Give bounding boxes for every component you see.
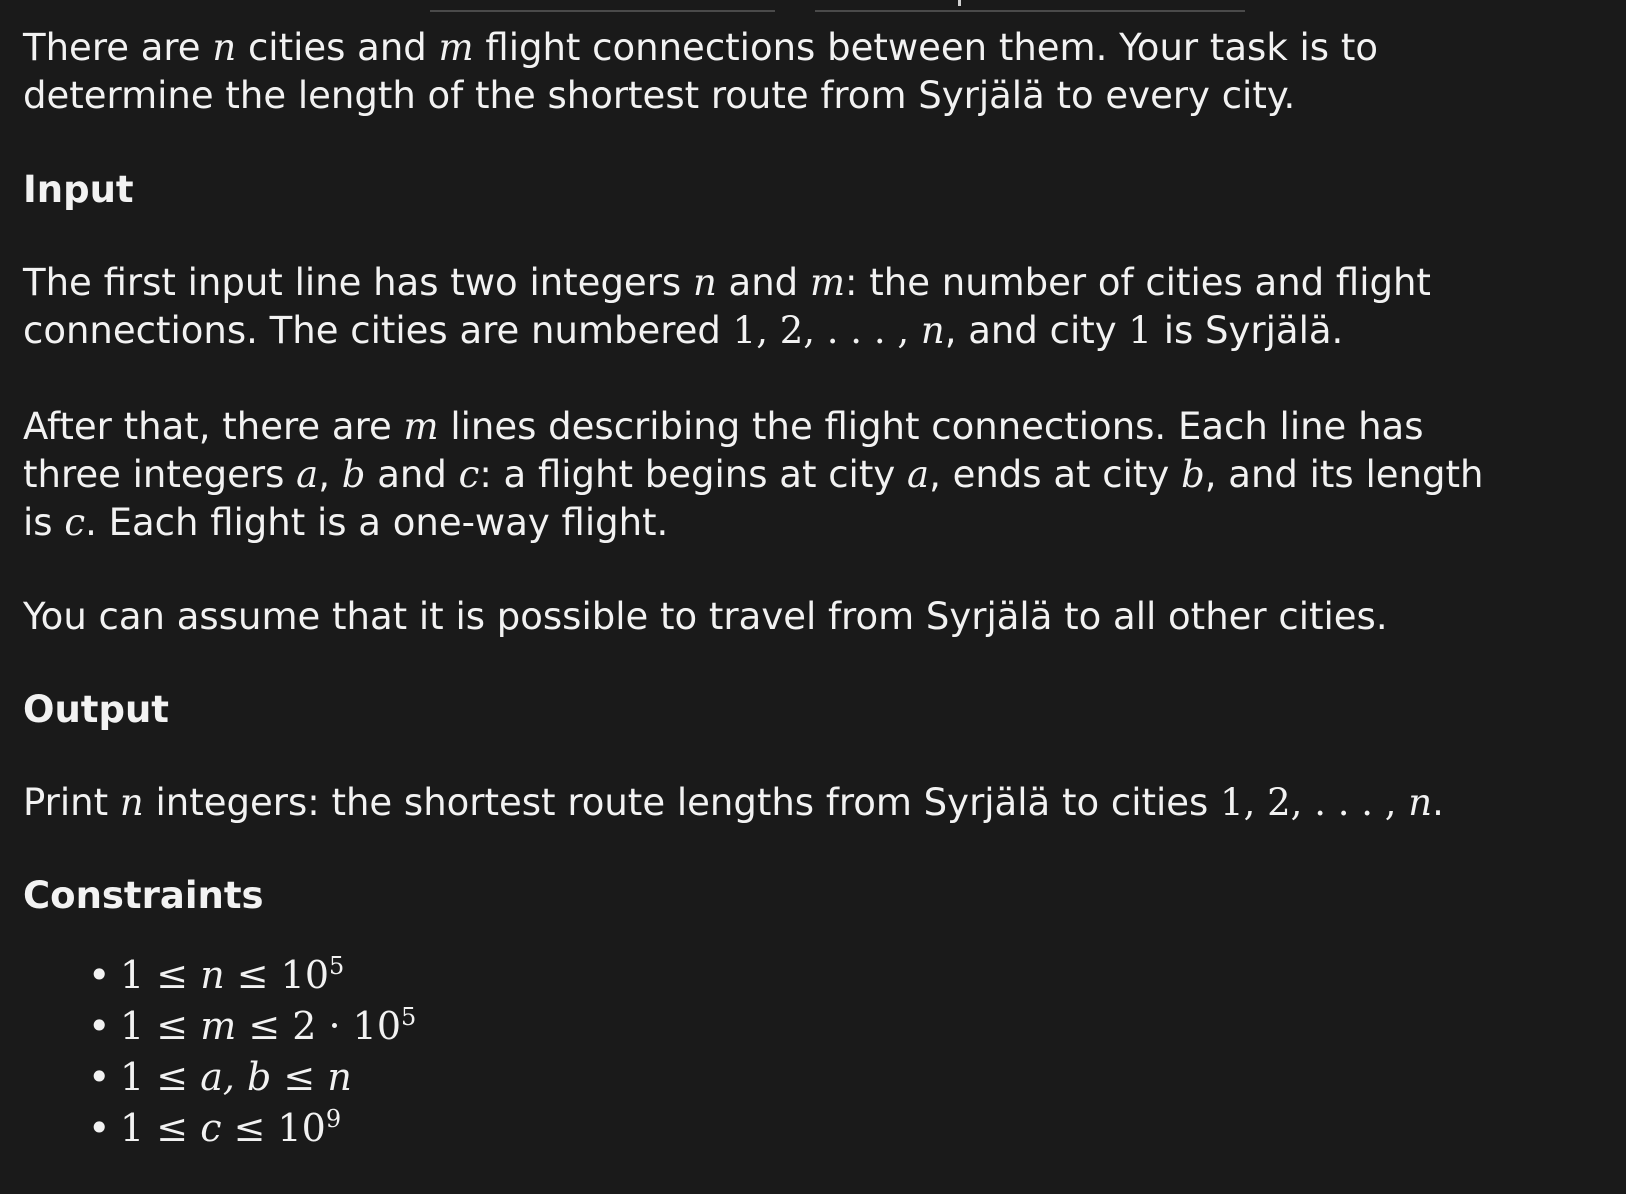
bullet-icon: • bbox=[88, 1106, 111, 1150]
text: integers: the shortest route lengths from Syrjälä to cities bbox=[143, 781, 1221, 824]
text: . bbox=[1432, 781, 1444, 824]
text: : a flight begins at city bbox=[479, 453, 907, 496]
constraint-item bbox=[88, 1103, 1623, 1154]
math-c: c bbox=[64, 501, 86, 544]
constraint-item bbox=[88, 1052, 1623, 1103]
constraint-rhs: ≤ 10 bbox=[221, 1106, 326, 1150]
text: , ends at city bbox=[929, 453, 1182, 496]
math-n: n bbox=[119, 781, 144, 824]
math-n: n bbox=[212, 26, 237, 69]
input-p2-line-2 bbox=[23, 451, 1623, 499]
math-sequence: 1, 2, . . . , bbox=[1220, 781, 1409, 824]
input-p1-line-1 bbox=[23, 259, 1623, 307]
constraint-rhs-var: n bbox=[327, 1055, 352, 1099]
text: , bbox=[318, 453, 342, 496]
math-n: n bbox=[1408, 781, 1433, 824]
text: . Each flight is a one-way flight. bbox=[85, 501, 669, 544]
top-divider-left bbox=[430, 10, 775, 12]
constraint-rhs: ≤ 2 · 10 bbox=[236, 1004, 401, 1048]
top-divider-right bbox=[815, 10, 1245, 12]
bullet-icon: • bbox=[88, 953, 111, 997]
math-a: a bbox=[907, 453, 930, 496]
text: is bbox=[23, 501, 65, 544]
input-paragraph-2 bbox=[23, 403, 1623, 547]
text: and bbox=[365, 453, 459, 496]
input-p3-line: You can assume that it is possible to travel from Syrjälä to all other cities. bbox=[23, 595, 1388, 638]
text: cities and bbox=[236, 26, 439, 69]
constraint-var: a, b bbox=[200, 1055, 272, 1099]
text: flight connections between them. Your task is to bbox=[473, 26, 1378, 69]
text: , and city bbox=[944, 309, 1129, 352]
input-p2-line-3 bbox=[23, 499, 1623, 547]
constraints-heading: Constraints bbox=[23, 874, 264, 917]
text: After that, there are bbox=[23, 405, 404, 448]
math-m: m bbox=[809, 261, 846, 304]
output-paragraph bbox=[23, 779, 1623, 827]
constraint-item bbox=[88, 950, 1623, 1001]
text: lines describing the flight connections. Each line has bbox=[438, 405, 1424, 448]
text: Print bbox=[23, 781, 120, 824]
constraint-exponent: 5 bbox=[329, 952, 345, 980]
input-paragraph-3 bbox=[23, 593, 1623, 641]
math-b: b bbox=[341, 453, 366, 496]
output-heading: Output bbox=[23, 688, 169, 731]
math-n: n bbox=[920, 309, 945, 352]
top-divider-marker bbox=[958, 0, 961, 6]
text: three integers bbox=[23, 453, 297, 496]
constraint-item bbox=[88, 1001, 1623, 1052]
bullet-icon: • bbox=[88, 1055, 111, 1099]
constraint-var: n bbox=[200, 953, 225, 997]
text: : the number of cities and flight bbox=[845, 261, 1431, 304]
constraint-lhs: 1 ≤ bbox=[120, 1055, 201, 1099]
text: and bbox=[716, 261, 810, 304]
text: There are bbox=[23, 26, 213, 69]
math-m: m bbox=[438, 26, 474, 69]
constraints-list bbox=[23, 950, 1623, 1154]
input-p1-line-2 bbox=[23, 307, 1623, 355]
constraint-rhs: ≤ bbox=[271, 1055, 328, 1099]
constraint-lhs: 1 ≤ bbox=[120, 1106, 201, 1150]
math-m: m bbox=[403, 405, 439, 448]
output-line bbox=[23, 779, 1623, 827]
text: The first input line has two integers bbox=[23, 261, 693, 304]
math-b: b bbox=[1181, 453, 1205, 496]
text: is Syrjälä. bbox=[1151, 309, 1344, 352]
input-p2-line-1 bbox=[23, 403, 1623, 451]
intro-paragraph bbox=[23, 24, 1623, 120]
text: connections. The cities are numbered bbox=[23, 309, 733, 352]
problem-statement bbox=[23, 24, 1623, 1154]
math-n: n bbox=[692, 261, 717, 304]
intro-line-1 bbox=[23, 24, 1623, 72]
input-heading: Input bbox=[23, 168, 134, 211]
constraint-exponent: 9 bbox=[325, 1105, 342, 1133]
input-paragraph-1 bbox=[23, 259, 1623, 355]
constraint-var: c bbox=[200, 1106, 222, 1150]
math-one: 1 bbox=[1128, 309, 1152, 352]
math-sequence: 1, 2, . . . , bbox=[732, 309, 921, 352]
text: , and its length bbox=[1204, 453, 1484, 496]
constraint-var: m bbox=[200, 1004, 237, 1048]
bullet-icon: • bbox=[88, 1004, 111, 1048]
math-c: c bbox=[458, 453, 480, 496]
constraint-rhs: ≤ 10 bbox=[224, 953, 330, 997]
intro-line-2: determine the length of the shortest route from Syrjälä to every city. bbox=[23, 74, 1296, 117]
constraint-exponent: 5 bbox=[401, 1003, 417, 1031]
math-a: a bbox=[296, 453, 319, 496]
constraint-lhs: 1 ≤ bbox=[120, 1004, 201, 1048]
constraint-lhs: 1 ≤ bbox=[120, 953, 201, 997]
